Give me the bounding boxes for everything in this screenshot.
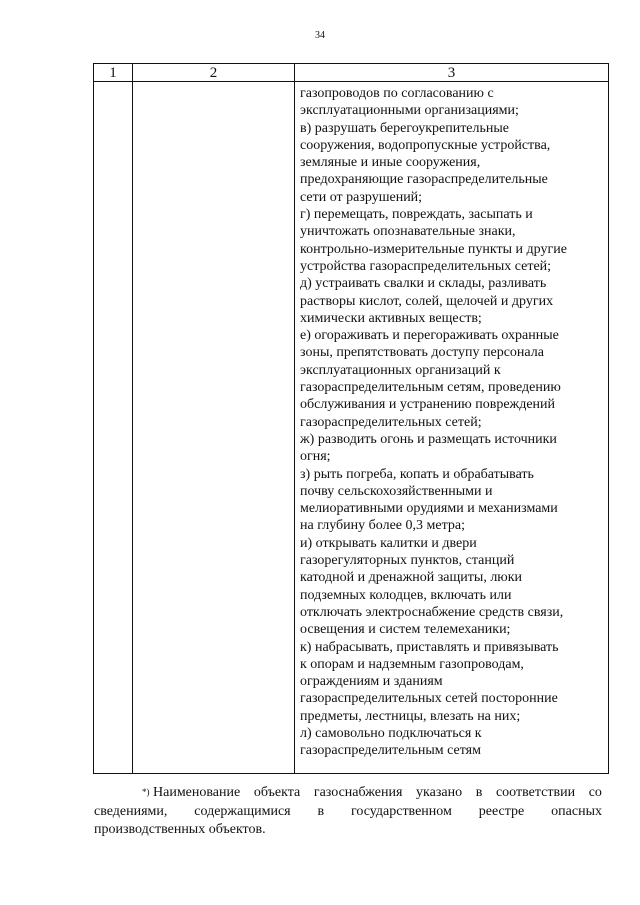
text-line: земляные и иные сооружения, — [300, 155, 481, 171]
text-line: эксплуатационными организациями; — [300, 103, 519, 119]
page-number: 34 — [315, 30, 325, 41]
text-line: химически активных веществ; — [300, 310, 482, 326]
footnote-line-3: производственных объектов. — [94, 822, 266, 837]
cell-col-2 — [133, 82, 295, 774]
text-line: почву сельскохозяйственными и — [300, 483, 493, 499]
text-line: в) разрушать берегоукрепительные — [300, 120, 510, 136]
text-line: газораспределительных сетей посторонние — [300, 691, 558, 707]
header-cell-3: 3 — [295, 64, 609, 82]
text-line: газораспределительным сетям — [300, 743, 481, 759]
text-line: устройства газораспределительных сетей; — [300, 258, 552, 274]
footnote-word: содержащимися — [194, 803, 291, 819]
footnote-word: газоснабжения — [313, 785, 403, 800]
text-line: предохраняющие газораспределительные — [300, 172, 548, 188]
text-line: катодной и дренажной защиты, люки — [300, 570, 523, 586]
text-line: к опорам и надземным газопроводам, — [300, 656, 524, 672]
footnote-word: указано — [416, 785, 463, 800]
document-table — [93, 63, 609, 774]
text-line: сооружения, водопропускные устройства, — [300, 137, 551, 153]
text-line: з) рыть погреба, копать и обрабатывать — [300, 466, 534, 482]
footnote-word: опасных — [551, 803, 602, 819]
text-line: г) перемещать, повреждать, засыпать и — [300, 207, 533, 223]
text-line: обслуживания и устранению повреждений — [300, 397, 556, 413]
text-line: газораспределительным сетям, проведению — [300, 380, 561, 396]
text-line: на глубину более 0,3 метра; — [300, 518, 465, 534]
text-line: подземных колодцев, включать или — [300, 587, 512, 603]
text-line: ограждениям и зданиям — [300, 674, 443, 690]
header-cell-1: 1 — [94, 64, 133, 82]
text-line: ж) разводить огонь и размещать источники — [300, 431, 557, 447]
cell-col-3 — [295, 82, 609, 774]
text-line: газопроводов по согласованию с — [300, 86, 494, 101]
text-line: предметы, лестницы, влезать на них; — [300, 708, 521, 724]
footnote-word: реестре — [478, 803, 525, 819]
restrictions-list — [295, 82, 608, 760]
table-header-row — [94, 64, 609, 82]
footnote-marker: *) — [142, 787, 150, 797]
footnote-line-1 — [94, 784, 602, 803]
cell-col-1 — [94, 82, 133, 774]
footnote-word: в — [317, 803, 325, 819]
footnote-word: сведениями, — [94, 803, 168, 819]
text-line: е) огораживать и перегораживать охранные — [300, 328, 559, 344]
text-line: зоны, препятствовать доступу персонала — [300, 345, 544, 361]
footnote-word: *) Наименование — [142, 785, 241, 800]
footnote-word: соответствии — [495, 785, 576, 800]
table-row — [94, 82, 609, 774]
text-line: сети от разрушений; — [300, 189, 423, 205]
text-line: д) устраивать свалки и склады, разливать — [300, 276, 547, 292]
text-line: и) открывать калитки и двери — [300, 535, 477, 551]
text-line: огня; — [300, 449, 331, 465]
footnote-word: в — [475, 785, 483, 800]
text-line: л) самовольно подключаться к — [300, 725, 482, 741]
text-line: к) набрасывать, приставлять и привязывать — [300, 639, 559, 655]
text-line: освещения и систем телемеханики; — [300, 622, 511, 638]
text-line: газорегуляторных пунктов, станций — [300, 553, 515, 569]
text-line: контрольно-измерительные пункты и другие — [300, 241, 567, 257]
footnote-word: со — [588, 785, 602, 800]
text-line: растворы кислот, солей, щелочей и других — [300, 293, 554, 309]
text-line: газораспределительных сетей; — [300, 414, 482, 430]
text-line: мелиоративными орудиями и механизмами — [300, 501, 558, 517]
footnote-line-2 — [94, 803, 602, 822]
footnote-word: государственном — [351, 803, 452, 819]
footnote — [94, 784, 602, 840]
text-line: эксплуатационных организаций к — [300, 362, 501, 378]
text-line: отключать электроснабжение средств связи, — [300, 604, 564, 620]
header-cell-2: 2 — [133, 64, 295, 82]
text-line: уничтожать опознавательные знаки, — [300, 224, 516, 240]
footnote-word: объекта — [253, 785, 301, 800]
